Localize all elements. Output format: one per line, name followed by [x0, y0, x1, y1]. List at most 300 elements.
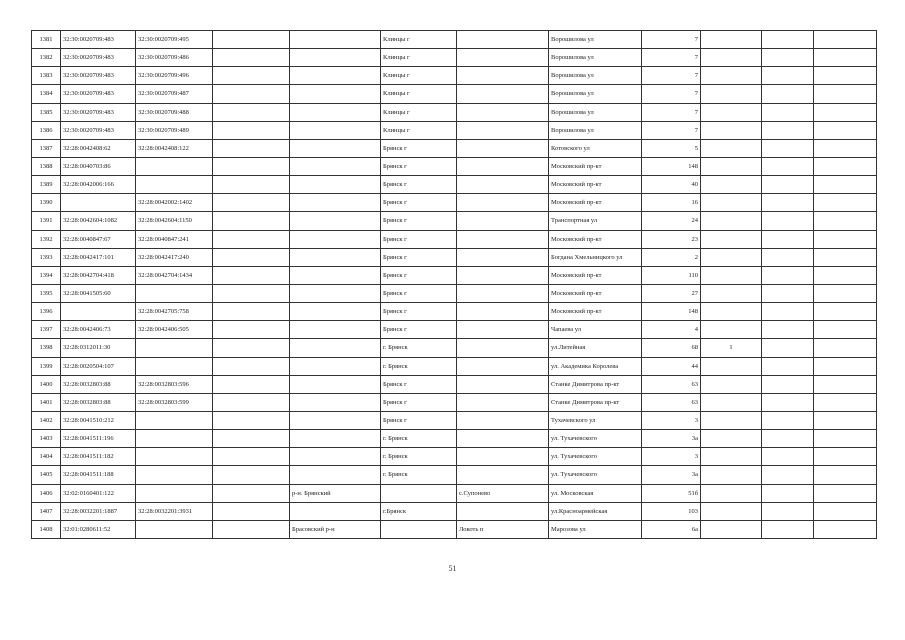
cell-house-number: 68 — [642, 339, 701, 357]
cell-empty — [213, 375, 290, 393]
cell-cadastral-number — [61, 194, 136, 212]
cell-cadastral-number: 32:28:0041511:196 — [61, 430, 136, 448]
cell-extra — [701, 157, 762, 175]
table-row — [32, 393, 877, 411]
cell-house-number: 63 — [642, 375, 701, 393]
cell-empty — [213, 448, 290, 466]
cell-extra: 1 — [701, 339, 762, 357]
cell-empty — [814, 466, 877, 484]
cell-empty — [762, 321, 814, 339]
cell-cadastral-number: 32:28:0042604:1082 — [61, 212, 136, 230]
cell-locality — [457, 67, 549, 85]
cell-record-number: 1394 — [32, 266, 61, 284]
table-row — [32, 303, 877, 321]
table-row — [32, 357, 877, 375]
cell-empty — [814, 266, 877, 284]
cell-cadastral-number-premises — [136, 466, 213, 484]
cell-empty — [213, 321, 290, 339]
cell-city: г. Брянск — [381, 339, 457, 357]
cell-extra — [701, 466, 762, 484]
cell-empty — [762, 303, 814, 321]
cell-district — [290, 248, 381, 266]
cell-cadastral-number-premises — [136, 339, 213, 357]
cell-empty — [814, 139, 877, 157]
cell-extra — [701, 176, 762, 194]
cell-extra — [701, 121, 762, 139]
cell-cadastral-number-premises: 32:28:0042406:505 — [136, 321, 213, 339]
cell-cadastral-number-premises: 32:28:0032803:596 — [136, 375, 213, 393]
cell-locality — [457, 466, 549, 484]
cell-empty — [762, 248, 814, 266]
cell-extra — [701, 248, 762, 266]
cell-locality — [457, 321, 549, 339]
cell-record-number: 1399 — [32, 357, 61, 375]
cell-house-number: 103 — [642, 502, 701, 520]
cell-cadastral-number: 32:02:0160401:122 — [61, 484, 136, 502]
cell-empty — [814, 357, 877, 375]
cell-district — [290, 375, 381, 393]
cell-empty — [814, 484, 877, 502]
table-row — [32, 67, 877, 85]
cell-record-number: 1383 — [32, 67, 61, 85]
cell-house-number: 6а — [642, 520, 701, 538]
cell-empty — [814, 85, 877, 103]
cell-extra — [701, 103, 762, 121]
cell-empty — [213, 339, 290, 357]
cell-extra — [701, 520, 762, 538]
cell-cadastral-number: 32:30:0020709:483 — [61, 103, 136, 121]
cell-house-number: 27 — [642, 284, 701, 302]
cell-locality — [457, 448, 549, 466]
cell-district — [290, 266, 381, 284]
cell-street: ул. Тухачевского — [549, 466, 642, 484]
cell-cadastral-number-premises — [136, 176, 213, 194]
cell-house-number: 7 — [642, 67, 701, 85]
cell-record-number: 1407 — [32, 502, 61, 520]
cell-city: г. Брянск — [381, 357, 457, 375]
cell-empty — [213, 411, 290, 429]
cell-street: Ворошилова ул — [549, 67, 642, 85]
cell-street: Московский пр-кт — [549, 284, 642, 302]
cell-locality — [457, 139, 549, 157]
cell-cadastral-number-premises: 32:30:0020709:496 — [136, 67, 213, 85]
cell-district — [290, 411, 381, 429]
cell-cadastral-number: 32:28:0032803:88 — [61, 375, 136, 393]
cell-empty — [814, 194, 877, 212]
cell-district — [290, 103, 381, 121]
cell-house-number: 16 — [642, 194, 701, 212]
cell-empty — [213, 157, 290, 175]
page-number: 51 — [448, 564, 457, 573]
cell-city: Брянск г — [381, 157, 457, 175]
cell-record-number: 1402 — [32, 411, 61, 429]
cell-cadastral-number-premises — [136, 448, 213, 466]
cell-empty — [814, 157, 877, 175]
cell-house-number: 51б — [642, 484, 701, 502]
cell-empty — [762, 85, 814, 103]
cell-extra — [701, 484, 762, 502]
cell-cadastral-number-premises: 32:28:0032201:3931 — [136, 502, 213, 520]
cell-cadastral-number — [61, 303, 136, 321]
cell-record-number: 1387 — [32, 139, 61, 157]
cell-cadastral-number-premises: 32:28:0042002:1402 — [136, 194, 213, 212]
cell-empty — [762, 393, 814, 411]
cell-cadastral-number-premises: 32:28:0042417:240 — [136, 248, 213, 266]
cell-cadastral-number-premises: 32:30:0020709:489 — [136, 121, 213, 139]
cell-cadastral-number: 32:28:0041505:60 — [61, 284, 136, 302]
cell-empty — [762, 520, 814, 538]
cell-city: Клинцы г — [381, 49, 457, 67]
cell-empty — [814, 67, 877, 85]
cell-cadastral-number-premises: 32:30:0020709:486 — [136, 49, 213, 67]
cell-city: г. Брянск — [381, 466, 457, 484]
cell-city: Клинцы г — [381, 67, 457, 85]
cell-empty — [762, 411, 814, 429]
cell-empty — [213, 357, 290, 375]
cell-locality — [457, 339, 549, 357]
cell-record-number: 1404 — [32, 448, 61, 466]
cell-street: Московский пр-кт — [549, 230, 642, 248]
cell-locality — [457, 176, 549, 194]
cell-extra — [701, 139, 762, 157]
cell-cadastral-number: 32:28:0040847:67 — [61, 230, 136, 248]
cell-street: Московский пр-кт — [549, 157, 642, 175]
cell-extra — [701, 411, 762, 429]
cell-street: Станке Димитрова пр-кт — [549, 393, 642, 411]
cell-empty — [213, 121, 290, 139]
cell-empty — [213, 139, 290, 157]
cell-house-number: 3а — [642, 430, 701, 448]
cell-record-number: 1403 — [32, 430, 61, 448]
cell-cadastral-number: 32:30:0020709:483 — [61, 67, 136, 85]
cell-extra — [701, 284, 762, 302]
cell-district — [290, 339, 381, 357]
cell-empty — [814, 321, 877, 339]
cell-cadastral-number-premises: 32:28:0042705:758 — [136, 303, 213, 321]
cell-street: Московский пр-кт — [549, 176, 642, 194]
cell-locality — [457, 157, 549, 175]
cell-empty — [213, 212, 290, 230]
cell-empty — [762, 194, 814, 212]
cell-empty — [762, 448, 814, 466]
cell-street: Ворошилова ул — [549, 85, 642, 103]
cell-empty — [814, 303, 877, 321]
register-rows — [32, 31, 877, 539]
table-row — [32, 230, 877, 248]
cell-empty — [814, 339, 877, 357]
cell-street: Московский пр-кт — [549, 194, 642, 212]
cell-district — [290, 448, 381, 466]
cell-district — [290, 393, 381, 411]
cell-cadastral-number: 32:28:0041511:182 — [61, 448, 136, 466]
cell-empty — [814, 31, 877, 49]
cell-house-number: 110 — [642, 266, 701, 284]
cell-locality — [457, 103, 549, 121]
table-row — [32, 484, 877, 502]
cell-city: Клинцы г — [381, 31, 457, 49]
cell-cadastral-number-premises — [136, 157, 213, 175]
cell-cadastral-number: 32:28:0042406:73 — [61, 321, 136, 339]
cell-record-number: 1384 — [32, 85, 61, 103]
cell-cadastral-number: 32:30:0020709:483 — [61, 31, 136, 49]
cell-district — [290, 157, 381, 175]
cell-city: Брянск г — [381, 248, 457, 266]
table-row — [32, 248, 877, 266]
cell-cadastral-number: 32:30:0020709:483 — [61, 85, 136, 103]
cell-record-number: 1395 — [32, 284, 61, 302]
cell-record-number: 1397 — [32, 321, 61, 339]
table-row — [32, 411, 877, 429]
cell-district — [290, 67, 381, 85]
cell-empty — [814, 230, 877, 248]
cell-record-number: 1381 — [32, 31, 61, 49]
cell-empty — [213, 502, 290, 520]
cell-district — [290, 502, 381, 520]
cell-city: Брянск г — [381, 230, 457, 248]
cell-locality — [457, 49, 549, 67]
cell-district — [290, 321, 381, 339]
cell-extra — [701, 375, 762, 393]
cell-extra — [701, 321, 762, 339]
cell-record-number: 1389 — [32, 176, 61, 194]
cell-cadastral-number: 32:01:0280611:52 — [61, 520, 136, 538]
cell-empty — [213, 284, 290, 302]
cell-street: ул.Литейная — [549, 339, 642, 357]
cell-street: Московский пр-кт — [549, 266, 642, 284]
cell-locality — [457, 248, 549, 266]
cell-city: Брянск г — [381, 303, 457, 321]
table-row — [32, 266, 877, 284]
cell-empty — [762, 230, 814, 248]
cell-street: Марозова ул — [549, 520, 642, 538]
cell-cadastral-number-premises: 32:30:0020709:495 — [136, 31, 213, 49]
cell-extra — [701, 31, 762, 49]
cell-district — [290, 303, 381, 321]
cell-empty — [762, 103, 814, 121]
cell-empty — [814, 375, 877, 393]
cell-locality — [457, 284, 549, 302]
cell-empty — [213, 31, 290, 49]
cell-record-number: 1406 — [32, 484, 61, 502]
cell-house-number: 40 — [642, 176, 701, 194]
cell-cadastral-number-premises: 32:28:0042604:1150 — [136, 212, 213, 230]
cell-cadastral-number: 32:28:0040703:86 — [61, 157, 136, 175]
cell-locality — [457, 230, 549, 248]
cell-house-number: 3 — [642, 448, 701, 466]
cell-empty — [213, 103, 290, 121]
cell-city: Брянск г — [381, 393, 457, 411]
cell-empty — [213, 520, 290, 538]
cell-locality — [457, 375, 549, 393]
cell-district — [290, 49, 381, 67]
cell-house-number: 148 — [642, 303, 701, 321]
cell-district — [290, 31, 381, 49]
cell-house-number: 23 — [642, 230, 701, 248]
cell-locality: с.Супонево — [457, 484, 549, 502]
table-row — [32, 139, 877, 157]
table-row — [32, 212, 877, 230]
cell-cadastral-number-premises — [136, 284, 213, 302]
cell-street: ул. Академика Королева — [549, 357, 642, 375]
cell-extra — [701, 266, 762, 284]
cell-record-number: 1390 — [32, 194, 61, 212]
cell-cadastral-number: 32:28:0042408:62 — [61, 139, 136, 157]
cell-street: Московский пр-кт — [549, 303, 642, 321]
cell-cadastral-number-premises — [136, 411, 213, 429]
cell-empty — [814, 430, 877, 448]
cell-street: ул. Тухачевского — [549, 448, 642, 466]
cell-empty — [814, 284, 877, 302]
cell-cadastral-number-premises: 32:28:0040847:241 — [136, 230, 213, 248]
cell-locality — [457, 393, 549, 411]
cell-empty — [762, 212, 814, 230]
table-row — [32, 430, 877, 448]
cell-street: Чапаева ул — [549, 321, 642, 339]
cell-record-number: 1392 — [32, 230, 61, 248]
cell-record-number: 1396 — [32, 303, 61, 321]
cell-cadastral-number-premises: 32:30:0020709:487 — [136, 85, 213, 103]
cell-locality: Локоть п — [457, 520, 549, 538]
table-row — [32, 321, 877, 339]
cell-record-number: 1388 — [32, 157, 61, 175]
cell-empty — [762, 502, 814, 520]
table-row — [32, 284, 877, 302]
table-row — [32, 157, 877, 175]
cell-district: р-н. Брянский — [290, 484, 381, 502]
cell-cadastral-number: 32:28:0042417:101 — [61, 248, 136, 266]
cell-empty — [762, 139, 814, 157]
cell-cadastral-number: 32:28:0041510:212 — [61, 411, 136, 429]
cell-locality — [457, 31, 549, 49]
cell-city — [381, 484, 457, 502]
cell-district — [290, 139, 381, 157]
table-row — [32, 176, 877, 194]
cell-city: Брянск г — [381, 176, 457, 194]
cell-empty — [814, 248, 877, 266]
cell-locality — [457, 357, 549, 375]
cell-record-number: 1393 — [32, 248, 61, 266]
cell-cadastral-number-premises — [136, 484, 213, 502]
cell-house-number: 44 — [642, 357, 701, 375]
cell-city: Клинцы г — [381, 85, 457, 103]
cell-extra — [701, 212, 762, 230]
cell-extra — [701, 194, 762, 212]
cell-record-number: 1401 — [32, 393, 61, 411]
cell-empty — [814, 121, 877, 139]
cell-house-number: 24 — [642, 212, 701, 230]
cell-street: Богдана Хмельницкого ул — [549, 248, 642, 266]
cell-cadastral-number-premises — [136, 430, 213, 448]
cell-district: Брасовский р-н — [290, 520, 381, 538]
cell-empty — [762, 284, 814, 302]
cell-house-number: 3 — [642, 411, 701, 429]
cell-cadastral-number: 32:28:0041511:188 — [61, 466, 136, 484]
cell-empty — [762, 266, 814, 284]
cell-cadastral-number: 32:28:0042006:166 — [61, 176, 136, 194]
cell-empty — [213, 430, 290, 448]
cell-empty — [213, 230, 290, 248]
cell-city: Клинцы г — [381, 121, 457, 139]
table-row — [32, 375, 877, 393]
table-row — [32, 466, 877, 484]
cell-cadastral-number: 32:28:0020504:107 — [61, 357, 136, 375]
cell-city: Брянск г — [381, 194, 457, 212]
cell-extra — [701, 49, 762, 67]
cell-district — [290, 194, 381, 212]
cell-record-number: 1398 — [32, 339, 61, 357]
cell-empty — [762, 375, 814, 393]
cell-city: г. Брянск — [381, 430, 457, 448]
cell-empty — [213, 248, 290, 266]
cell-locality — [457, 194, 549, 212]
table-row — [32, 339, 877, 357]
cell-empty — [814, 212, 877, 230]
cell-empty — [213, 466, 290, 484]
cell-empty — [814, 49, 877, 67]
cell-district — [290, 212, 381, 230]
cell-empty — [814, 103, 877, 121]
cell-city: Брянск г — [381, 284, 457, 302]
cell-empty — [213, 49, 290, 67]
cell-street: ул. Тухачевского — [549, 430, 642, 448]
cell-extra — [701, 430, 762, 448]
table-row — [32, 49, 877, 67]
cell-house-number: 4 — [642, 321, 701, 339]
cell-extra — [701, 393, 762, 411]
cell-locality — [457, 266, 549, 284]
cell-house-number: 5 — [642, 139, 701, 157]
cell-house-number: 7 — [642, 85, 701, 103]
cell-district — [290, 230, 381, 248]
cell-empty — [213, 176, 290, 194]
cell-empty — [213, 266, 290, 284]
cell-record-number: 1405 — [32, 466, 61, 484]
cell-city: Клинцы г — [381, 103, 457, 121]
cell-street: Ворошилова ул — [549, 103, 642, 121]
cell-cadastral-number: 32:28:0032803:88 — [61, 393, 136, 411]
cell-empty — [762, 484, 814, 502]
table-row — [32, 103, 877, 121]
cell-house-number: 7 — [642, 103, 701, 121]
cell-empty — [762, 121, 814, 139]
cell-city: Брянск г — [381, 321, 457, 339]
cell-street: Ворошилова ул — [549, 121, 642, 139]
cell-district — [290, 466, 381, 484]
cell-empty — [814, 393, 877, 411]
cell-city: Брянск г — [381, 266, 457, 284]
cell-district — [290, 85, 381, 103]
table-row — [32, 502, 877, 520]
cell-record-number: 1400 — [32, 375, 61, 393]
cell-empty — [213, 67, 290, 85]
table-row — [32, 520, 877, 538]
cell-street: Ворошилова ул — [549, 49, 642, 67]
cell-empty — [814, 176, 877, 194]
cell-house-number: 63 — [642, 393, 701, 411]
cell-record-number: 1408 — [32, 520, 61, 538]
table-row — [32, 194, 877, 212]
cell-empty — [213, 194, 290, 212]
cell-cadastral-number: 32:28:0042704:418 — [61, 266, 136, 284]
cell-cadastral-number: 32:28:0312011:30 — [61, 339, 136, 357]
cell-cadastral-number-premises — [136, 357, 213, 375]
cell-empty — [814, 520, 877, 538]
cell-district — [290, 430, 381, 448]
cell-cadastral-number: 32:28:0032201:1887 — [61, 502, 136, 520]
cell-empty — [762, 339, 814, 357]
cell-street: Станке Димитрова пр-кт — [549, 375, 642, 393]
table-row — [32, 121, 877, 139]
